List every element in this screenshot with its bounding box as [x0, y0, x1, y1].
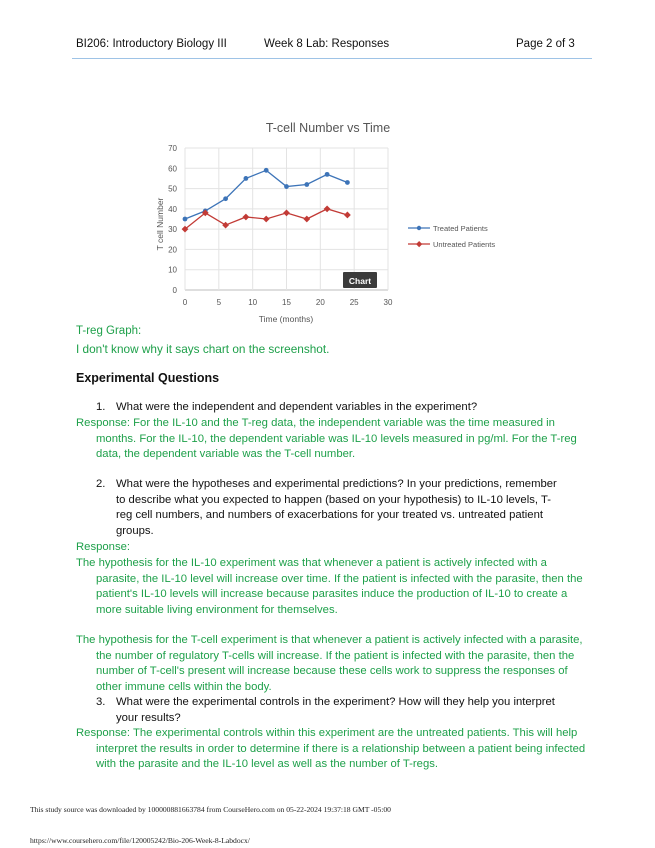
header-course: BI206: Introductory Biology III: [76, 38, 227, 50]
x-tick-label: 10: [248, 298, 258, 307]
data-point-untreated: [222, 222, 229, 229]
header-page-number: Page 2 of 3: [516, 38, 575, 50]
y-tick-label: 70: [168, 144, 177, 153]
chart-y-axis-label: T cell Number: [155, 197, 165, 251]
data-point-untreated: [303, 216, 310, 223]
question-2: [96, 477, 566, 539]
x-tick-label: 0: [182, 298, 188, 307]
x-tick-label: 30: [383, 298, 393, 307]
chart-y-ticks: [168, 144, 177, 295]
y-tick-label: 60: [168, 164, 177, 174]
footer-source-line: This study source was downloaded by 100000881663784 from CourseHero.com on 05-22-2024 19:37:18 GMT -05:00: [30, 805, 391, 814]
question-3: [96, 695, 566, 726]
y-tick-label: 30: [168, 225, 177, 235]
chart-series: [182, 168, 351, 233]
x-tick-label: 15: [282, 298, 291, 307]
data-point-untreated: [324, 205, 331, 212]
x-tick-label: 25: [349, 298, 359, 307]
question-2-number: 2.: [96, 478, 106, 490]
data-point-untreated: [283, 210, 290, 217]
data-point-treated: [304, 182, 309, 187]
response-3: Response: The experimental controls within this experiment are the untreated patients. This will help interpret the results in order to determine if there is a relationship between a patient being infected with the parasite and the IL-10 level as well as the number of T-regs.: [76, 727, 586, 770]
graph-note: I don't know why it says chart on the screenshot.: [76, 342, 330, 356]
data-point-treated: [325, 172, 330, 177]
header-lab-title: Week 8 Lab: Responses: [264, 38, 390, 50]
y-tick-label: 10: [168, 265, 177, 275]
header-divider: [72, 58, 592, 59]
graph-caption: T-reg Graph:: [76, 325, 142, 337]
series-line-0: [185, 170, 347, 219]
legend-label-0: Treated Patients: [433, 224, 488, 233]
y-tick-label: 20: [168, 245, 177, 255]
chart-x-axis-label: Time (months): [258, 314, 314, 324]
y-tick-label: 40: [168, 204, 177, 214]
data-point-treated: [264, 168, 269, 173]
question-3-number: 3.: [96, 696, 106, 708]
question-1-text: What were the independent and dependent variables in the experiment?: [116, 401, 478, 413]
response-2-label: Response:: [76, 541, 131, 553]
data-point-treated: [244, 176, 249, 181]
data-point-treated: [183, 217, 188, 222]
x-tick-label: 20: [315, 298, 325, 307]
question-1-number: 1.: [96, 401, 106, 413]
question-2-text: What were the hypotheses and experimental predictions? In your predictions, remember to describe what you expected to happen (based on your hypothesis) to IL-10 levels, T-reg cell numbers, and numbers of exacerbations for your treated vs. untreated patient groups.: [116, 478, 557, 537]
x-tick-label: 5: [216, 298, 222, 307]
question-1: [96, 400, 566, 416]
chart-title: T-cell Number vs Time: [265, 121, 391, 135]
chart-overlay-badge: [343, 272, 377, 288]
y-tick-label: 50: [168, 184, 177, 194]
chart-legend: [408, 224, 495, 249]
legend-label-1: Untreated Patients: [433, 240, 496, 249]
footer-url[interactable]: https://www.coursehero.com/file/120005242/Bio-206-Week-8-Labdocx/: [30, 836, 250, 845]
response-2-paragraph-1: The hypothesis for the IL-10 experiment was that whenever a patient is actively infected with a parasite, the IL-10 level will increase over time. If the patient is infected with the parasite, then the patient's IL-10 levels will increase because parasites induce the production of IL-10 to create a more suitable living environment for themselves.: [76, 557, 583, 616]
data-point-treated: [284, 184, 289, 189]
response-1: Response: For the IL-10 and the T-reg data, the independent variable was the time measured in months. For the IL-10, the dependent variable was IL-10 levels measured in pg/ml. For the T-reg data, the dependent variable was the T-cell number.: [76, 417, 577, 460]
data-point-untreated: [344, 212, 351, 219]
data-point-treated: [345, 180, 350, 185]
data-point-untreated: [243, 214, 250, 221]
section-title: Experimental Questions: [76, 371, 220, 385]
chart-overlay-label: Chart: [348, 276, 372, 286]
response-2-paragraph-2: The hypothesis for the T-cell experiment is that whenever a patient is actively infected with a parasite, the number of regulatory T-cells will increase. If the patient is infected with the parasite, then the number of T-cell's present will increase because these cells work to suppress the responses of other immune cells within the body.: [76, 634, 583, 693]
question-3-text: What were the experimental controls in the experiment? How will they help you interpret your results?: [116, 696, 555, 724]
y-tick-label: 0: [172, 286, 177, 295]
chart-x-ticks: [183, 298, 393, 307]
data-point-treated: [223, 196, 228, 201]
tcell-chart: [150, 110, 530, 328]
data-point-untreated: [263, 216, 270, 223]
